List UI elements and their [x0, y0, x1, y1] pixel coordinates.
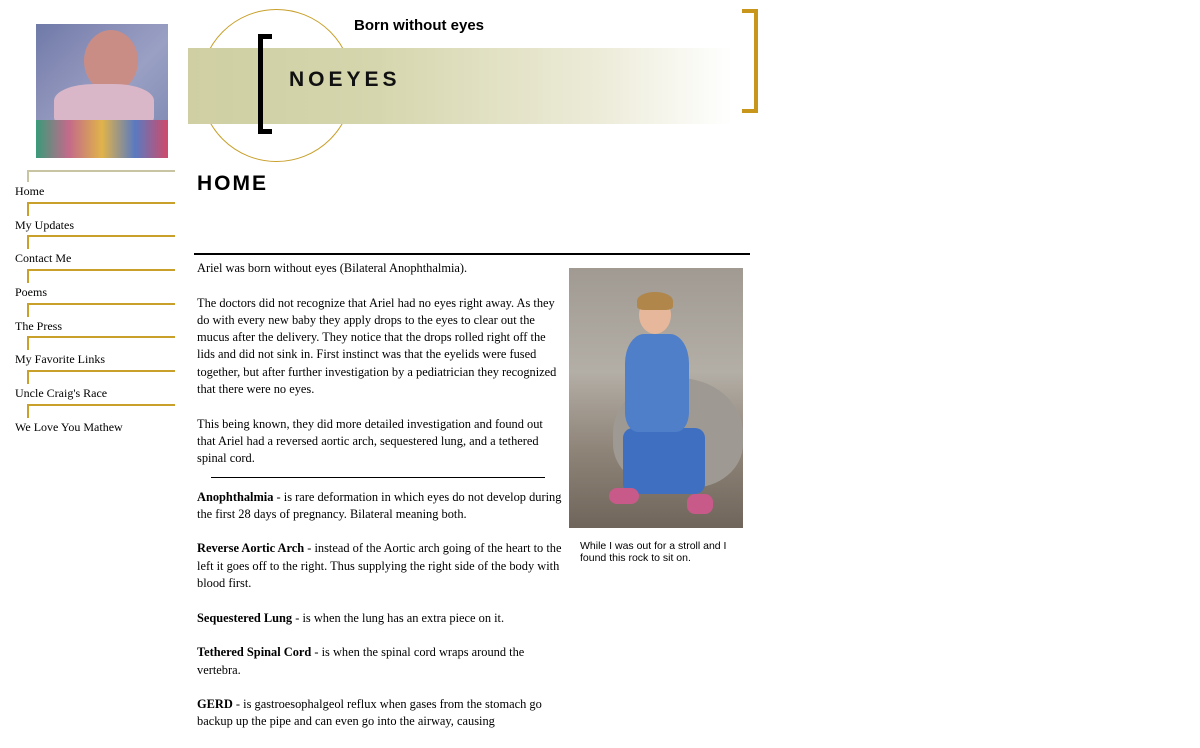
nav-item-contact-me[interactable]: [15, 237, 175, 271]
term-definition: - is when the lung has an extra piece on it.: [292, 610, 505, 625]
photo-caption: While I was out for a stroll and I found this rock to sit on.: [580, 540, 727, 564]
site-title: NOEYES: [289, 68, 401, 91]
photo-child-hair: [637, 292, 673, 310]
term-definition: - is gastroesophalgeol reflux when gases from the stomach go backup up the pipe and can even go into the airway, causing: [197, 697, 542, 729]
term-label: Sequestered Lung: [197, 610, 293, 625]
photo-child-body: [625, 334, 689, 432]
term-definition: - is rare deformation in which eyes do not develop during the first 28 days of pregnancy. Bilateral meaning both.: [197, 489, 562, 521]
portrait-face: [84, 30, 138, 92]
section-separator: [211, 468, 545, 478]
term-label: Anophthalmia: [197, 489, 274, 504]
definition-gerd: [197, 696, 562, 731]
title-divider: [194, 253, 750, 255]
photo-child-legs: [623, 428, 705, 494]
portrait-blanket: [36, 120, 168, 158]
nav-link-the-press[interactable]: The Press: [15, 318, 62, 333]
nav-link-home[interactable]: Home: [15, 184, 45, 198]
definition-reverse-aortic-arch: [197, 540, 562, 592]
paragraph-intro: Ariel was born without eyes (Bilateral Anophthalmia).: [197, 261, 468, 275]
term-label: Tethered Spinal Cord: [197, 645, 312, 660]
baby-portrait-photo: [36, 24, 168, 158]
photo-child-shoe: [687, 494, 713, 514]
nav-item-we-love-you-mathew[interactable]: [15, 406, 175, 440]
nav-item-favorite-links[interactable]: [15, 338, 175, 372]
sidebar-nav: [15, 170, 175, 440]
nav-link-we-love-you-mathew[interactable]: We Love You Mathew: [15, 419, 123, 434]
paragraph-investigation: This being known, they did more detailed investigation and found out that Ariel had a reversed aortic arch, sequestered lung, and a tethered spinal cord.: [197, 416, 543, 466]
nav-item-poems[interactable]: [15, 271, 175, 305]
child-on-rock-photo: [569, 268, 743, 528]
nav-link-poems[interactable]: Poems: [15, 285, 48, 300]
term-definition: - instead of the Aortic arch going of the heart to the left it goes off to the right. Thus supplying the right side of the body with blood first.: [197, 541, 562, 591]
photo-child-shoe: [609, 488, 639, 504]
nav-item-the-press[interactable]: [15, 305, 175, 339]
site-tagline: Born without eyes: [354, 17, 485, 34]
paragraph-doctors: The doctors did not recognize that Ariel had no eyes right away. As they do with every new baby they apply drops to the eyes to clear out the mucus after the delivery. They notice that the drops rolled right off the lids and did not sink in. First instinct was that the eyelids were fused together, but after further investigation by a pediatrician they recognized that there were no eyes.: [197, 295, 557, 397]
definition-tethered-spinal-cord: [197, 644, 562, 679]
nav-item-uncle-craigs-race[interactable]: [15, 372, 175, 406]
nav-link-my-updates[interactable]: My Updates: [15, 217, 74, 232]
left-bracket-ornament: [258, 34, 272, 134]
page-title: HOME: [197, 172, 268, 195]
definition-anophthalmia: [197, 489, 562, 524]
nav-link-contact-me[interactable]: Contact Me: [15, 251, 72, 266]
definition-sequestered-lung: [197, 610, 562, 627]
term-definition: - is when the spinal cord wraps around the vertebra.: [197, 645, 525, 677]
right-bracket-ornament: [742, 9, 758, 113]
nav-item-home[interactable]: [15, 170, 175, 204]
nav-item-my-updates[interactable]: [15, 204, 175, 238]
main-content: [197, 260, 562, 748]
term-label: GERD: [197, 697, 233, 712]
term-label: Reverse Aortic Arch: [197, 541, 305, 556]
nav-link-uncle-craigs-race[interactable]: Uncle Craig's Race: [15, 386, 108, 401]
nav-link-favorite-links[interactable]: My Favorite Links: [15, 352, 105, 367]
